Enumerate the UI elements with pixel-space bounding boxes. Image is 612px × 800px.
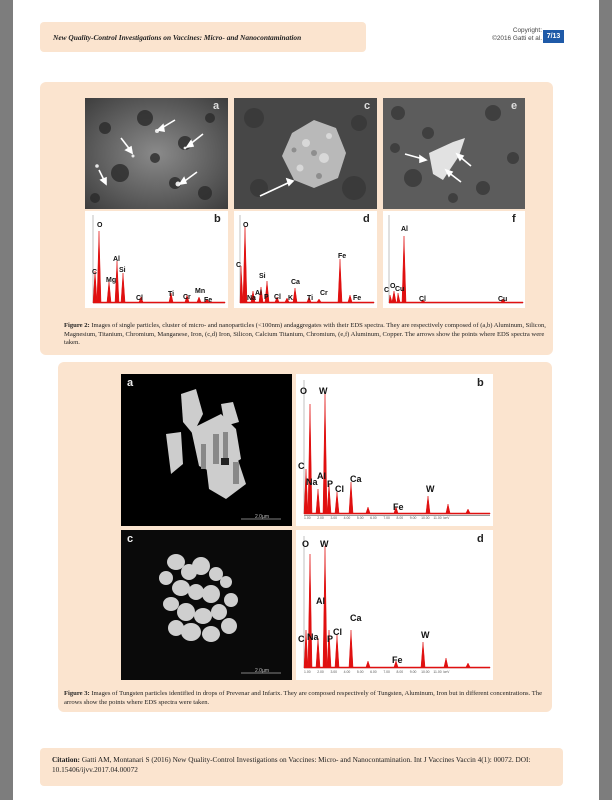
spectrum-b-peak-Mg: Mg [106, 277, 117, 284]
figure-2-label-e: e [511, 100, 518, 112]
axis-tick: 2.00 [317, 516, 324, 520]
fig3-b-peak-W-high: W [426, 484, 435, 494]
axis-tick: 6.00 [370, 670, 377, 674]
axis-unit: keV [443, 670, 450, 674]
spectrum-d-peak-Ti: Ti [307, 295, 314, 302]
figure-2-panel-c-image [234, 98, 377, 209]
fig3-d-peak-Fe: Fe [392, 655, 403, 665]
figure-2-caption-label: Figure 2: [64, 322, 90, 329]
figure-3-label-c: c [127, 533, 134, 545]
axis-tick: 5.00 [356, 516, 364, 520]
axis-tick: 1.00 [304, 670, 311, 674]
figure-3-scale-bar-a: 2.0µm [255, 514, 269, 520]
spectrum-d-peak-Al: Al [255, 290, 262, 297]
fig3-d-peak-W-high: W [421, 630, 430, 640]
axis-tick: 7.00 [383, 516, 390, 520]
figure-2-caption-text: Images of single particles, cluster of micro- and nanoparticles (<100nm) andaggregates with their EDS spectra. They are respectively composed of (a,b) Aluminum, Silicon, Magnesium, Titanium, Chromium, Manganese, Iron, (c,d) Iron, Silicon, Calcium Titanium, Chromium, (e,f) Aluminum, Copper. The arrows show the points where EDS spectra were taken. [64, 322, 546, 347]
figure-3-scale-bar-c: 2.0µm [255, 668, 269, 674]
axis-tick: 8.00 [396, 516, 404, 520]
fig3-b-peak-Ca: Ca [350, 474, 362, 484]
fig3-b-peak-W: W [319, 386, 328, 396]
figure-3-caption-label: Figure 3: [64, 690, 90, 697]
copyright-label: Copyright: [512, 27, 542, 34]
spectrum-f-peak-C: C [384, 287, 390, 294]
spectrum-d-peak-Si: Si [259, 273, 266, 280]
fig3-d-peak-Cl: Cl [333, 627, 342, 637]
copyright-holder: ©2016 Gatti et al. [492, 35, 542, 42]
spectrum-b-peak-Al: Al [113, 256, 120, 263]
spectrum-f-peak-Al: Al [401, 226, 408, 233]
fig3-d-peak-Al: Al [316, 596, 325, 606]
axis-tick: 4.00 [343, 670, 351, 674]
fig3-d-peak-C: C [298, 634, 305, 644]
axis-tick: 8.00 [396, 670, 404, 674]
spectrum-b-peak-C: C [92, 269, 98, 276]
figure-3-label-d: d [477, 533, 484, 545]
copyright [478, 27, 542, 43]
spectrum-f-peak-Cu-high: Cu [498, 296, 508, 303]
fig3-d-peak-Na: Na [307, 632, 319, 642]
axis-unit: keV [443, 516, 450, 520]
fig3-b-peak-O: O [300, 386, 308, 396]
spectrum-f-peak-Cu-low: Cu [395, 286, 405, 293]
spectrum-b-peak-Cr: Cr [183, 294, 191, 301]
page-number-badge: 7/13 [543, 30, 564, 43]
spectrum-f-peak-Cl: Cl [419, 296, 426, 303]
spectrum-d-peak-Fe-minor: Fe [353, 295, 362, 302]
axis-tick: 11.00 [433, 670, 442, 674]
spectrum-d-peak-Na: Na [247, 295, 256, 302]
figure-3-d-axis-ticks [304, 670, 490, 676]
spectrum-b-peak-Mn: Mn [195, 288, 206, 295]
spectrum-b-peak-Ti: Ti [168, 291, 175, 298]
figure-3-panel-c-image [121, 530, 292, 680]
citation [52, 755, 557, 775]
axis-tick: 2.00 [317, 670, 324, 674]
axis-tick: 11.00 [433, 516, 442, 520]
axis-tick: 10.00 [421, 670, 430, 674]
spectrum-d-peak-Cr: Cr [320, 290, 328, 297]
axis-tick: 3.00 [330, 516, 338, 520]
spectrum-d-peak-Cl: Cl [274, 294, 281, 301]
fig3-d-peak-W: W [320, 539, 329, 549]
figure-2-panel-e-image [383, 98, 525, 209]
figure-2-spectrum-b [85, 211, 228, 308]
fig3-b-peak-Al: Al [317, 471, 326, 481]
spectrum-b-peak-Cl: Cl [136, 295, 143, 302]
figure-2-label-d: d [363, 213, 370, 225]
axis-tick: 1.00 [304, 516, 311, 520]
axis-tick: 9.00 [409, 670, 417, 674]
spectrum-d-peak-O: O [243, 222, 249, 229]
fig3-d-peak-O: O [302, 539, 310, 549]
spectrum-d-peak-C: C [236, 262, 242, 269]
figure-2-caption [64, 322, 547, 348]
figure-3-label-b: b [477, 377, 484, 389]
figure-3-caption [64, 690, 550, 707]
spectrum-b-peak-Fe: Fe [204, 297, 213, 304]
figure-2-label-f: f [512, 213, 516, 225]
fig3-b-peak-P: P [327, 479, 334, 489]
axis-tick: 6.00 [370, 516, 377, 520]
spectrum-f-peak-O: O [390, 283, 396, 290]
axis-tick: 4.00 [343, 516, 351, 520]
figure-3-b-axis-ticks [304, 516, 490, 522]
figure-3-caption-text: Images of Tungsten particles identified in drops of Prevenar and Infarix. They are composed respectively of Tungsten, Aluminum, Iron but in different concentrations. The arrows show the points where EDS spectra were taken. [64, 690, 543, 706]
fig3-b-peak-Na: Na [306, 477, 318, 487]
spectrum-d-peak-Ca: Ca [291, 279, 300, 286]
fig3-b-peak-Cl: Cl [335, 484, 344, 494]
axis-tick: 7.00 [383, 670, 390, 674]
fig3-d-peak-P: P [327, 634, 334, 644]
spectrum-d-peak-Fe-main: Fe [338, 253, 347, 260]
figure-2-label-c: c [364, 100, 371, 112]
spectrum-d-peak-P: P [264, 294, 269, 301]
figure-3-panel-a-image [121, 374, 292, 526]
spectrum-d-peak-K: K [288, 295, 294, 302]
citation-text: Gatti AM, Montanari S (2016) New Quality-Control Investigations on Vaccines: Micro- and Nanocontamination. Int J Vaccines Vaccin 4(1): 00072. DOI: 10.15406/ijvv.2017.04.00072 [52, 755, 531, 774]
axis-tick: 9.00 [409, 516, 417, 520]
figure-3-label-a: a [127, 377, 134, 389]
axis-tick: 3.00 [330, 670, 338, 674]
figure-2-panel-a-image [85, 98, 228, 209]
fig3-d-peak-Ca: Ca [350, 613, 362, 623]
figure-2-label-b: b [214, 213, 221, 225]
fig3-b-peak-C: C [298, 461, 305, 471]
figure-2-label-a: a [213, 100, 220, 112]
citation-label: Citation: [52, 755, 80, 764]
axis-tick: 10.00 [421, 516, 430, 520]
fig3-b-peak-Fe: Fe [393, 502, 404, 512]
axis-tick: 5.00 [356, 670, 364, 674]
spectrum-b-peak-Si: Si [119, 267, 126, 274]
running-title: New Quality-Control Investigations on Vaccines: Micro- and Nanocontamination [53, 33, 302, 42]
spectrum-b-peak-O: O [97, 222, 103, 229]
